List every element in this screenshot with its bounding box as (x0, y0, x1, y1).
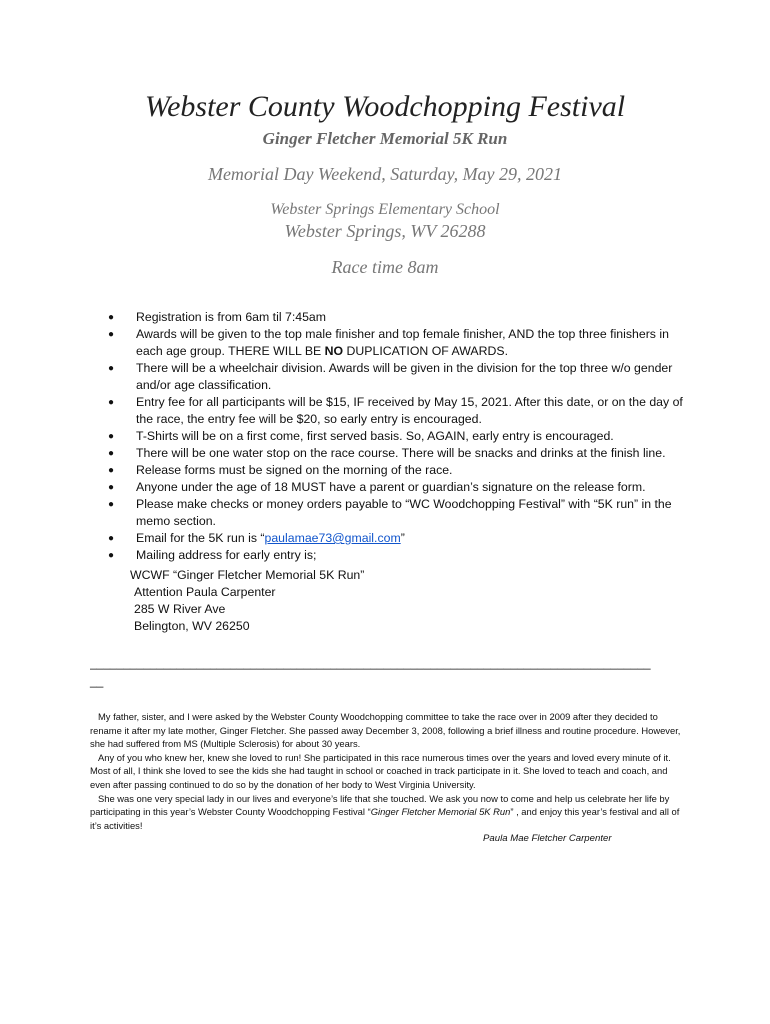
list-item (108, 547, 683, 564)
list-item-text: DUPLICATION OF AWARDS. (343, 344, 508, 358)
list-item (108, 445, 683, 462)
list-item-text: There will be one water stop on the race course. There will be snacks and drinks at the finish line. (136, 446, 666, 460)
list-item-emphasis: NO (324, 344, 344, 358)
event-location-school: Webster Springs Elementary School (270, 201, 500, 218)
list-item-text: Mailing address for early entry is; (136, 548, 317, 562)
separator-tail: __ (90, 674, 104, 688)
list-item (108, 462, 683, 479)
list-item (108, 530, 683, 547)
address-line-street: 285 W River Ave (134, 602, 226, 616)
list-item-text: Awards will be given to the top male finisher and top female finisher, AND the top three finishers in each age group. THERE WILL BE (136, 327, 669, 358)
bullet-icon: ● (108, 465, 115, 476)
bullet-icon: ● (108, 550, 115, 561)
list-item-text: Entry fee for all participants will be $15, IF received by May 15, 2021. After this date, or on the day of the race, the entry fee will be $20, so early entry is encouraged. (136, 395, 683, 426)
bullet-icon: ● (108, 363, 115, 374)
list-item-text: Please make checks or money orders payable to “WC Woodchopping Festival” with “5K run” in the memo section. (136, 497, 672, 528)
list-item-text: ” (400, 531, 405, 545)
race-time: Race time 8am (331, 257, 439, 277)
address-line-recipient: WCWF “Ginger Fletcher Memorial 5K Run” (130, 568, 365, 582)
bullet-icon: ● (108, 397, 115, 408)
event-location-city: Webster Springs, WV 26288 (284, 221, 486, 241)
separator-line: ____________________________________________________________________________________ (90, 656, 651, 670)
story-paragraph (90, 792, 682, 833)
list-item (108, 309, 683, 326)
bullet-icon: ● (108, 431, 115, 442)
story-paragraph: My father, sister, and I were asked by the Webster County Woodchopping committee to take the race over in 2009 after they decided to rename it after my late mother, Ginger Fletcher. She passed away December 3, 2008, following a brief illness and routine procedure. However, she had suffered from MS (Multiple Sclerosis) for about 30 years. (90, 711, 681, 750)
event-details-list (108, 309, 683, 564)
list-item (108, 428, 683, 445)
page-title: Webster County Woodchopping Festival (144, 90, 626, 123)
bullet-icon: ● (108, 312, 115, 323)
list-item (108, 394, 683, 428)
bullet-icon: ● (108, 499, 115, 510)
bullet-icon: ● (108, 482, 115, 493)
bullet-icon: ● (108, 533, 115, 544)
story-text: She was one very special lady in our lives and everyone’s life that she touched. We ask you now to come and help us celebrate her life by participating in this year’s Webster County Woodchopping Festival “ (90, 792, 670, 818)
list-item (108, 479, 683, 496)
list-item (108, 360, 683, 394)
list-item (108, 496, 683, 530)
bullet-icon: ● (108, 329, 115, 340)
list-item (108, 326, 683, 360)
list-item-text: Release forms must be signed on the morning of the race. (136, 463, 453, 477)
mailing-address (130, 567, 364, 635)
story-text: ” , and enjoy this year’s festival and all of it’s activities! (90, 806, 680, 831)
list-item-text: Registration is from 6am til 7:45am (136, 310, 326, 324)
signature: Paula Mae Fletcher Carpenter (483, 833, 612, 844)
bullet-icon: ● (108, 448, 115, 459)
email-link[interactable]: paulamae73@gmail.com (264, 531, 401, 545)
story-paragraph: Any of you who knew her, knew she loved to run! She participated in this race numerous times over the years and loved every minute of it. Most of all, I think she loved to see the kids she had taught in school or coached in track participate in it. She loved to teach and coach, and even after passing continued to do so by the donation of her body to West Virginia University. (90, 751, 671, 790)
list-item-text: Email for the 5K run is “ (136, 531, 265, 545)
event-date: Memorial Day Weekend, Saturday, May 29, 2021 (207, 164, 563, 184)
list-item-text: There will be a wheelchair division. Awards will be given in the division for the top three w/o gender and/or age classification. (136, 361, 673, 392)
address-line-attention: Attention Paula Carpenter (134, 585, 276, 599)
list-item-text: Anyone under the age of 18 MUST have a parent or guardian’s signature on the release form. (136, 480, 646, 494)
memorial-story (90, 710, 682, 832)
story-race-name: Ginger Fletcher Memorial 5K Run (370, 806, 511, 818)
page-subtitle: Ginger Fletcher Memorial 5K Run (262, 129, 508, 148)
list-item-text: T-Shirts will be on a first come, first served basis. So, AGAIN, early entry is encouraged. (136, 429, 614, 443)
address-line-city: Belington, WV 26250 (134, 619, 250, 633)
